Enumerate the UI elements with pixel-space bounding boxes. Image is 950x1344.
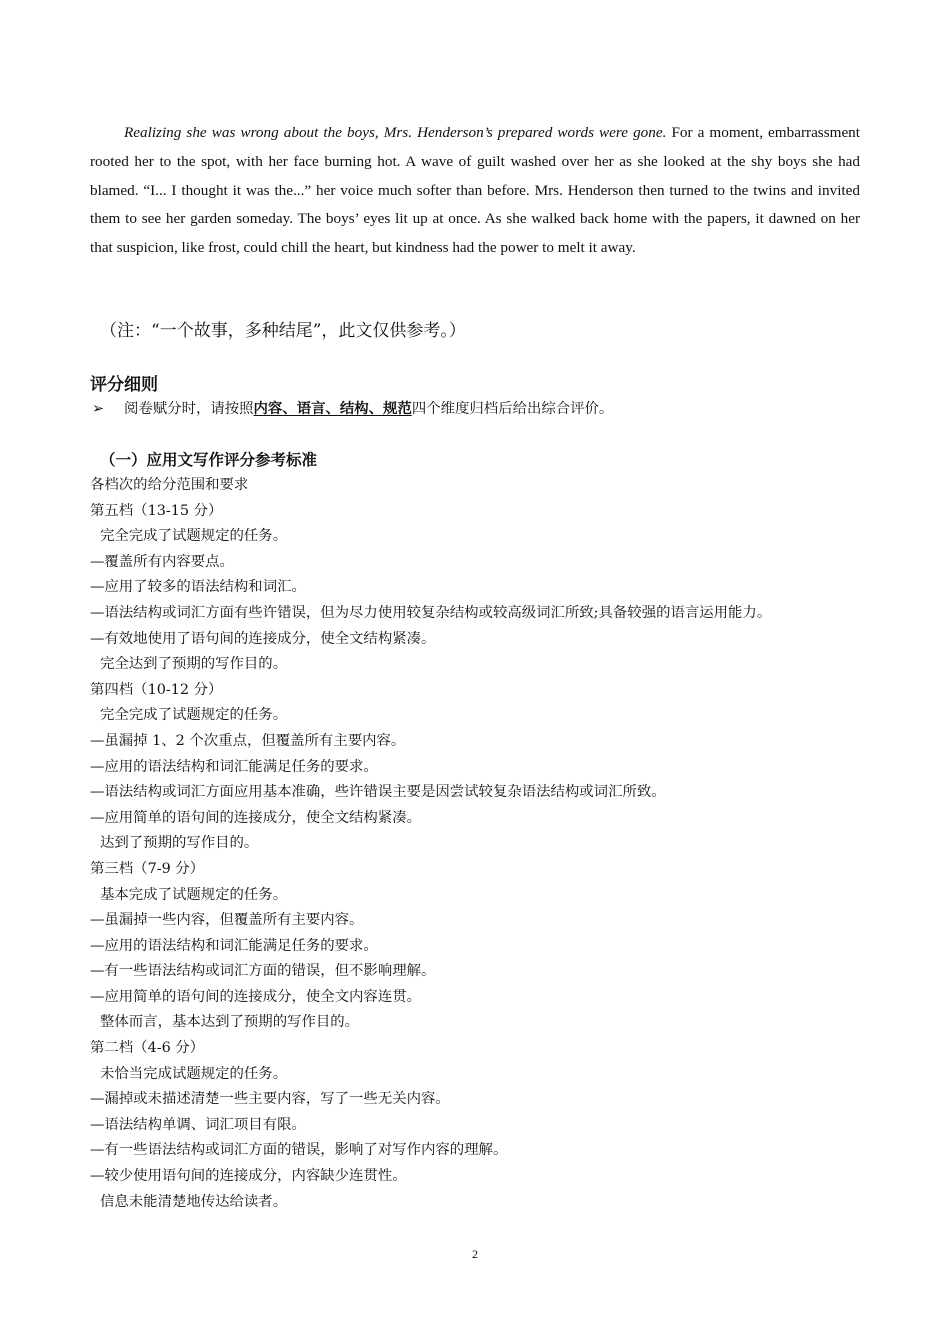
level-title: 第三档（7-9 分） xyxy=(90,860,205,877)
level-last-line: 完全达到了预期的写作目的。 xyxy=(100,656,288,673)
level-point: —较少使用语句间的连接成分，内容缺少连贯性。 xyxy=(90,1168,407,1185)
story-lead-italic: Realizing she was wrong about the boys, Mrs. Henderson’s prepared words were gone. xyxy=(124,124,667,141)
level-point: —语法结构或词汇方面应用基本准确，些许错误主要是因尝试较复杂语法结构或词汇所致。 xyxy=(90,784,666,801)
scoring-bullet xyxy=(92,397,613,418)
story-body: For a moment, embarrassment rooted her to the spot, with her face burning hot. A wave of guilt washed over her as she looked at the shy boys she had blamed. “I... I thought it was the...” her voice much softer than before. Mrs. Henderson then turned to the twins and invited them to see her garden someday. The boys’ eyes lit up at once. As she walked back home with the papers, it dawned on her that suspicion, like frost, could chill the heart, but kindness had the power to melt it away. xyxy=(90,124,860,257)
level-title: 第四档（10-12 分） xyxy=(90,681,223,698)
level-point: —应用了较多的语法结构和词汇。 xyxy=(90,579,306,596)
level-point: —有一些语法结构或词汇方面的错误，但不影响理解。 xyxy=(90,963,436,980)
bullet-suffix: 四个维度归档后给出综合评价。 xyxy=(411,401,614,417)
level-first-line: 未恰当完成试题规定的任务。 xyxy=(100,1065,288,1082)
reference-note: （注：“一个故事，多种结尾”，此文仅供参考。） xyxy=(100,321,466,341)
bullet-prefix: 阅卷赋分时，请按照 xyxy=(124,401,254,417)
level-last-line: 整体而言，基本达到了预期的写作目的。 xyxy=(100,1014,360,1031)
level-point: —应用简单的语句间的连接成分，使全文内容连贯。 xyxy=(90,988,421,1005)
level-point: —应用的语法结构和词汇能满足任务的要求。 xyxy=(90,758,378,775)
level-point: —漏掉或未描述清楚一些主要内容，写了一些无关内容。 xyxy=(90,1091,450,1108)
level-point: —有效地使用了语句间的连接成分，使全文结构紧凑。 xyxy=(90,630,436,647)
bullet-emphasis: 内容、语言、结构、规范 xyxy=(253,400,412,417)
level-point: —语法结构或词汇方面有些许错误，但为尽力使用较复杂结构或较高级词汇所致;具备较强的语言运用能力。 xyxy=(90,604,772,621)
story-ending xyxy=(90,119,860,263)
level-point: —语法结构单调、词汇项目有限。 xyxy=(90,1116,306,1133)
page-number: 2 xyxy=(472,1247,478,1261)
arrow-bullet-icon: ➢ xyxy=(92,401,105,417)
level-point: —虽漏掉 1、2 个次重点，但覆盖所有主要内容。 xyxy=(90,732,406,749)
level-point: —有一些语法结构或词汇方面的错误，影响了对写作内容的理解。 xyxy=(90,1142,508,1159)
story-paragraph xyxy=(90,119,860,263)
level-first-line: 完全完成了试题规定的任务。 xyxy=(100,528,288,545)
level-first-line: 完全完成了试题规定的任务。 xyxy=(100,707,288,724)
level-first-line: 基本完成了试题规定的任务。 xyxy=(100,886,288,903)
level-point: —应用简单的语句间的连接成分，使全文结构紧凑。 xyxy=(90,809,421,826)
level-title: 第五档（13-15 分） xyxy=(90,502,223,519)
level-point: —覆盖所有内容要点。 xyxy=(90,553,234,570)
section-title: 评分细则 xyxy=(90,375,158,395)
rubric-intro: 各档次的给分范围和要求 xyxy=(90,477,249,493)
rubric-list xyxy=(90,473,890,1215)
level-title: 第二档（4-6 分） xyxy=(90,1040,205,1057)
level-last-line: 达到了预期的写作目的。 xyxy=(100,835,259,852)
level-point: —应用的语法结构和词汇能满足任务的要求。 xyxy=(90,937,378,954)
level-point: —虽漏掉一些内容，但覆盖所有主要内容。 xyxy=(90,912,364,929)
subsection-title: （一）应用文写作评分参考标准 xyxy=(100,450,318,469)
level-last-line: 信息未能清楚地传达给读者。 xyxy=(100,1193,288,1210)
